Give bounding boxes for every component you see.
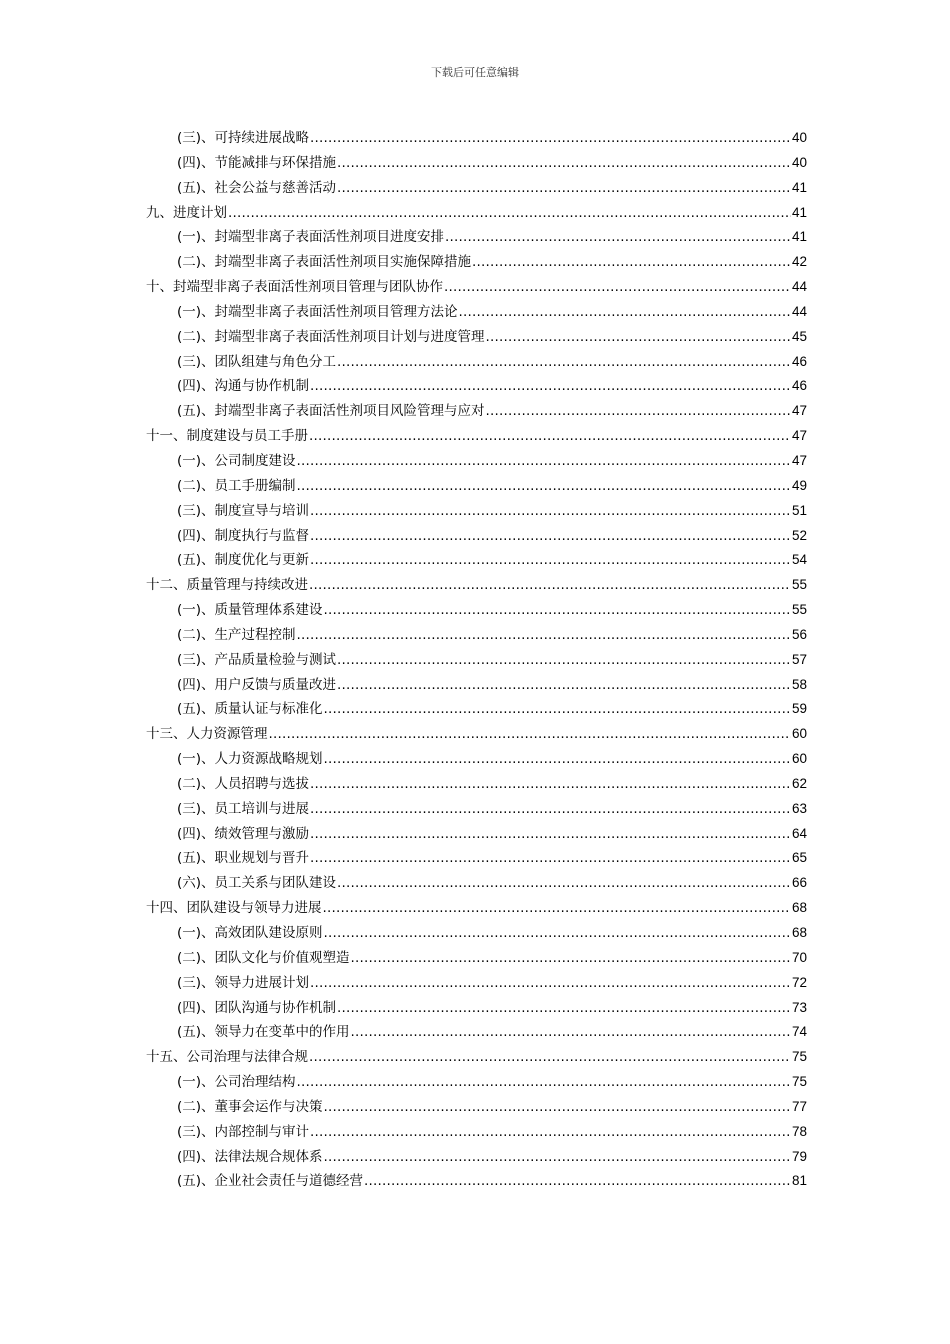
toc-entry-label: (三)、内部控制与审计 [177, 1123, 310, 1140]
toc-entry-page-number: 60 [791, 726, 807, 742]
toc-entry-page-number: 68 [791, 925, 807, 940]
toc-entry[interactable] [146, 921, 807, 946]
toc-entry[interactable] [146, 1070, 807, 1095]
toc-dot-leader [309, 1049, 791, 1065]
toc-entry-page-number: 66 [791, 875, 807, 891]
toc-entry-page-number: 46 [791, 378, 807, 394]
toc-dot-leader [351, 950, 791, 966]
toc-entry-label: 十五、公司治理与法律合规 [146, 1049, 308, 1066]
toc-entry-label: (五)、封端型非离子表面活性剂项目风险管理与应对 [177, 403, 485, 420]
toc-entry-label: (三)、可持续进展战略 [177, 130, 310, 146]
toc-entry-page-number: 78 [791, 1123, 807, 1139]
toc-entry-page-number: 40 [791, 154, 807, 170]
toc-entry[interactable] [146, 250, 807, 275]
toc-entry-page-number: 49 [791, 477, 807, 493]
toc-entry-page-number: 44 [791, 279, 807, 295]
toc-entry-label: (二)、封端型非离子表面活性剂项目计划与进度管理 [177, 328, 485, 345]
toc-dot-leader [324, 701, 791, 717]
toc-dot-leader [324, 925, 791, 941]
toc-entry[interactable] [146, 1045, 807, 1070]
toc-entry-label: (五)、职业规划与晋升 [177, 850, 310, 867]
toc-dot-leader [444, 279, 791, 295]
toc-entry-label: (六)、员工关系与团队建设 [177, 875, 337, 892]
toc-entry-page-number: 64 [791, 825, 807, 841]
toc-entry-label: (一)、人力资源战略规划 [177, 751, 323, 768]
toc-entry[interactable] [146, 300, 807, 325]
toc-entry-page-number: 55 [791, 602, 807, 618]
toc-dot-leader [310, 378, 791, 394]
toc-entry[interactable] [146, 1095, 807, 1120]
toc-entry-page-number: 63 [791, 800, 807, 816]
toc-dot-leader [337, 155, 791, 171]
toc-entry-page-number: 45 [791, 328, 807, 344]
toc-dot-leader [297, 627, 791, 643]
toc-entry[interactable] [146, 871, 807, 896]
page-header: 下载后可任意编辑 [431, 66, 519, 79]
toc-entry[interactable] [146, 846, 807, 871]
toc-entry-label: 十一、制度建设与员工手册 [146, 428, 308, 445]
toc-dot-leader [297, 478, 791, 494]
toc-entry-label: (五)、制度优化与更新 [177, 552, 310, 569]
toc-entry[interactable] [146, 201, 807, 226]
toc-entry[interactable] [146, 399, 807, 424]
toc-entry-label: (三)、员工培训与进展 [177, 800, 310, 817]
toc-entry-label: (四)、节能减排与环保措施 [177, 154, 337, 171]
toc-dot-leader [324, 1099, 791, 1115]
toc-entry-page-number: 46 [791, 353, 807, 369]
toc-dot-leader [472, 254, 791, 270]
toc-entry[interactable] [146, 996, 807, 1021]
toc-entry-page-number: 79 [791, 1148, 807, 1164]
toc-entry[interactable] [146, 971, 807, 996]
toc-dot-leader [310, 776, 791, 792]
toc-entry-page-number: 52 [791, 527, 807, 543]
toc-entry[interactable] [146, 350, 807, 375]
toc-entry-label: (五)、企业社会责任与道德经营 [177, 1173, 364, 1190]
toc-entry-page-number: 54 [791, 552, 807, 568]
toc-entry-label: (三)、产品质量检验与测试 [177, 651, 337, 668]
toc-entry[interactable] [146, 499, 807, 524]
toc-entry-label: (三)、制度宣导与培训 [177, 502, 310, 519]
toc-entry-label: (二)、员工手册编制 [177, 477, 296, 494]
toc-entry[interactable] [146, 747, 807, 772]
toc-entry-page-number: 68 [791, 900, 807, 916]
toc-dot-leader [351, 1024, 791, 1040]
toc-entry[interactable] [146, 1169, 807, 1194]
toc-dot-leader [310, 850, 791, 866]
toc-entry-label: 十二、质量管理与持续改进 [146, 577, 308, 594]
toc-dot-leader [364, 1173, 791, 1189]
toc-entry-label: (二)、团队文化与价值观塑造 [177, 949, 350, 966]
toc-dot-leader [324, 602, 791, 618]
toc-entry-label: (三)、领导力进展计划 [177, 974, 310, 991]
toc-entry-page-number: 74 [791, 1024, 807, 1040]
toc-entry-label: (一)、封端型非离子表面活性剂项目管理方法论 [177, 303, 458, 320]
toc-dot-leader [486, 329, 791, 345]
toc-entry-page-number: 40 [791, 130, 807, 145]
toc-dot-leader [310, 552, 791, 568]
toc-dot-leader [310, 130, 791, 146]
toc-entry-page-number: 72 [791, 974, 807, 990]
toc-dot-leader [310, 801, 791, 817]
toc-entry[interactable] [146, 126, 807, 151]
toc-entry[interactable] [146, 697, 807, 722]
toc-dot-leader [324, 751, 791, 767]
toc-entry-page-number: 59 [791, 701, 807, 717]
toc-entry[interactable] [146, 424, 807, 449]
toc-entry[interactable] [146, 548, 807, 573]
toc-dot-leader [337, 180, 791, 196]
toc-entry-page-number: 58 [791, 676, 807, 692]
toc-entry-page-number: 65 [791, 850, 807, 866]
toc-entry-label: (一)、封端型非离子表面活性剂项目进度安排 [177, 229, 445, 246]
toc-entry[interactable] [146, 623, 807, 648]
toc-dot-leader [310, 826, 791, 842]
toc-entry[interactable] [146, 573, 807, 598]
toc-entry-label: (四)、法律法规合规体系 [177, 1148, 323, 1165]
toc-entry-page-number: 42 [791, 254, 807, 270]
toc-entry-label: (四)、用户反馈与质量改进 [177, 676, 337, 693]
toc-entry-label: (二)、人员招聘与选拔 [177, 775, 310, 792]
toc-entry[interactable] [146, 648, 807, 673]
toc-entry[interactable] [146, 822, 807, 847]
toc-dot-leader [337, 354, 791, 370]
toc-entry-page-number: 75 [791, 1049, 807, 1065]
toc-entry-label: (二)、生产过程控制 [177, 626, 296, 643]
toc-entry[interactable] [146, 946, 807, 971]
toc-entry-label: (四)、绩效管理与激励 [177, 825, 310, 842]
toc-entry-page-number: 57 [791, 651, 807, 667]
toc-dot-leader [228, 205, 791, 221]
toc-entry[interactable] [146, 797, 807, 822]
toc-entry-label: (一)、高效团队建设原则 [177, 925, 323, 941]
toc-entry[interactable] [146, 598, 807, 623]
toc-entry-page-number: 55 [791, 577, 807, 593]
toc-entry-label: 十三、人力资源管理 [146, 726, 268, 743]
toc-entry[interactable] [146, 225, 807, 250]
toc-entry-page-number: 81 [791, 1173, 807, 1189]
toc-entry-label: (五)、社会公益与慈善活动 [177, 179, 337, 196]
toc-entry-label: 十、封端型非离子表面活性剂项目管理与团队协作 [146, 279, 443, 296]
toc-dot-leader [486, 403, 791, 419]
toc-entry-page-number: 44 [791, 303, 807, 319]
toc-dot-leader [297, 1074, 791, 1090]
toc-dot-leader [269, 726, 791, 742]
toc-dot-leader [310, 503, 791, 519]
toc-entry-page-number: 41 [791, 204, 807, 220]
toc-entry-label: (五)、质量认证与标准化 [177, 701, 323, 718]
toc-entry[interactable] [146, 524, 807, 549]
toc-dot-leader [310, 528, 791, 544]
toc-dot-leader [309, 428, 791, 444]
toc-entry-page-number: 47 [791, 428, 807, 444]
toc-entry-label: (五)、领导力在变革中的作用 [177, 1024, 350, 1041]
toc-entry[interactable] [146, 151, 807, 176]
toc-dot-leader [297, 453, 791, 469]
toc-entry-page-number: 56 [791, 626, 807, 642]
toc-entry-page-number: 41 [791, 179, 807, 195]
toc-entry-page-number: 62 [791, 775, 807, 791]
toc-entry-label: 九、进度计划 [146, 204, 227, 221]
toc-entry[interactable] [146, 1020, 807, 1045]
toc-entry-page-number: 51 [791, 502, 807, 518]
toc-dot-leader [337, 677, 791, 693]
toc-entry-page-number: 77 [791, 1098, 807, 1114]
toc-entry[interactable] [146, 1120, 807, 1145]
toc-entry-page-number: 41 [791, 229, 807, 245]
toc-entry-label: (一)、公司制度建设 [177, 452, 296, 469]
toc-entry[interactable] [146, 673, 807, 698]
toc-entry[interactable] [146, 722, 807, 747]
toc-entry-label: (一)、质量管理体系建设 [177, 602, 323, 619]
toc-entry-label: (四)、沟通与协作机制 [177, 378, 310, 395]
toc-entry[interactable] [146, 1145, 807, 1170]
toc-entry-page-number: 47 [791, 452, 807, 468]
toc-dot-leader [323, 900, 791, 916]
toc-dot-leader [310, 1124, 791, 1140]
toc-entry[interactable] [146, 325, 807, 350]
toc-dot-leader [324, 1149, 791, 1165]
toc-dot-leader [459, 304, 791, 320]
toc-entry-page-number: 73 [791, 999, 807, 1015]
toc-entry[interactable] [146, 449, 807, 474]
toc-entry-label: (四)、制度执行与监督 [177, 527, 310, 544]
toc-entry[interactable] [146, 772, 807, 797]
toc-entry[interactable] [146, 374, 807, 399]
toc-entry-page-number: 47 [791, 403, 807, 419]
toc-entry-page-number: 60 [791, 751, 807, 767]
toc-entry-page-number: 70 [791, 949, 807, 965]
toc-entry[interactable] [146, 896, 807, 921]
toc-entry-label: (四)、团队沟通与协作机制 [177, 999, 337, 1016]
toc-entry-label: 十四、团队建设与领导力进展 [146, 900, 322, 917]
toc-entry-label: (三)、团队组建与角色分工 [177, 353, 337, 370]
toc-dot-leader [337, 652, 791, 668]
toc-entry-page-number: 75 [791, 1074, 807, 1090]
toc-dot-leader [337, 1000, 791, 1016]
toc-entry[interactable] [146, 275, 807, 300]
toc-dot-leader [445, 229, 791, 245]
toc-dot-leader [337, 875, 791, 891]
toc-entry-label: (二)、董事会运作与决策 [177, 1098, 323, 1115]
toc-dot-leader [309, 577, 791, 593]
table-of-contents [146, 126, 807, 1194]
toc-entry-label: (二)、封端型非离子表面活性剂项目实施保障措施 [177, 254, 472, 271]
toc-entry[interactable] [146, 474, 807, 499]
toc-entry[interactable] [146, 176, 807, 201]
toc-entry-label: (一)、公司治理结构 [177, 1074, 296, 1091]
toc-dot-leader [310, 975, 791, 991]
